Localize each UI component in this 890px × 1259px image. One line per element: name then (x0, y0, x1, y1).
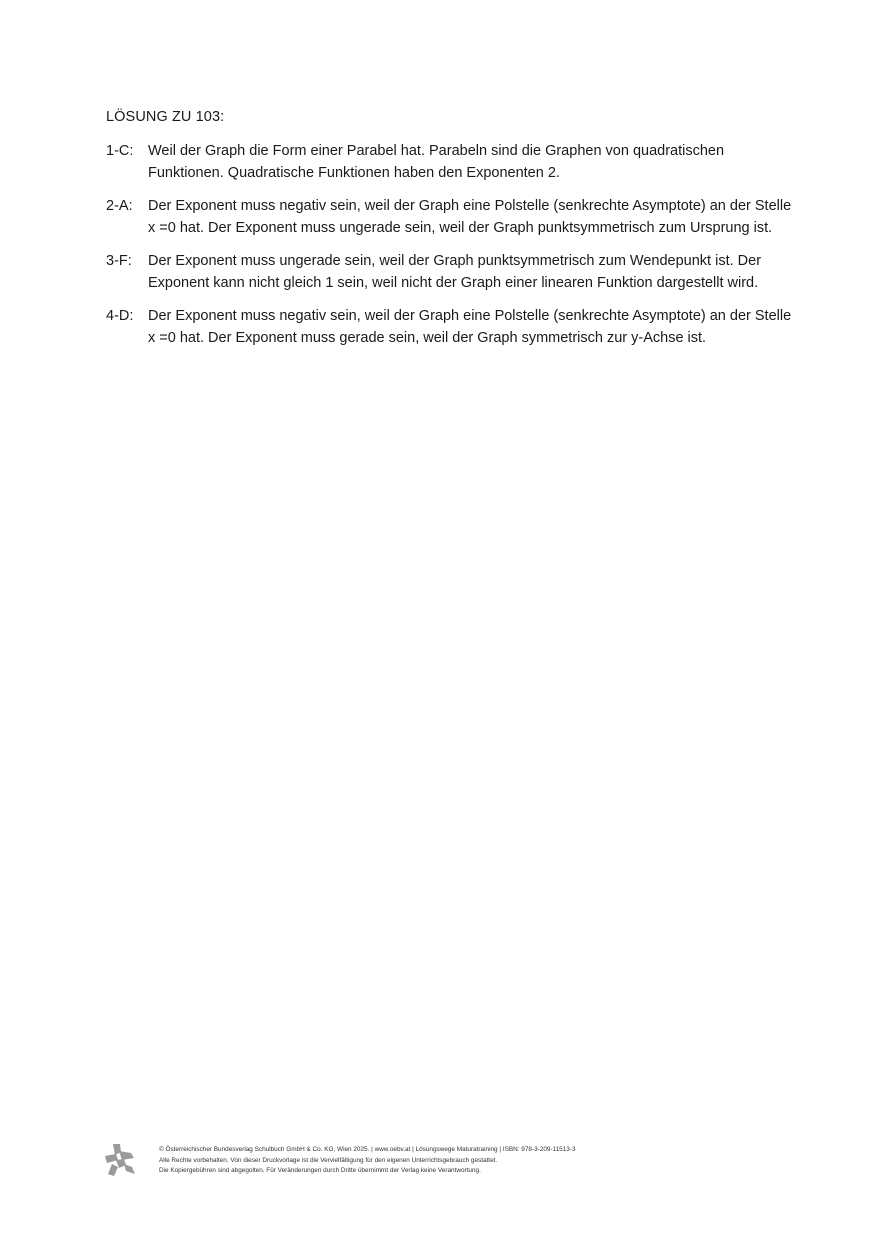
answer-text: Der Exponent muss negativ sein, weil der Graph eine Polstelle (senkrechte Asymptote) an der Stelle x =0 hat. Der Exponent muss ungerade sein, weil der Graph punktsymmetrisch zum Ursprung ist. (148, 198, 792, 236)
rights-line: Alle Rechte vorbehalten. Von dieser Druckvorlage ist die Vervielfältigung für den eigenen Unterrichtsgebrauch gestattet. (159, 1156, 498, 1164)
answer-item (106, 140, 796, 184)
answer-text: Der Exponent muss ungerade sein, weil der Graph punktsymmetrisch zum Wendepunkt ist. Der Exponent kann nicht gleich 1 sein, weil nicht der Graph einer linearen Funktion dargestellt wird. (148, 253, 762, 291)
answer-item (106, 250, 796, 294)
page-footer (104, 1143, 804, 1183)
solution-heading: LÖSUNG ZU 103: (106, 109, 225, 125)
copyright-line: © Österreichischer Bundesverlag Schulbuch GmbH & Co. KG, Wien 2025. | www.oebv.at | Lösungswege Maturatraining | ISBN: 978-3-209-11513-3 (159, 1146, 576, 1153)
answer-key: 4-D: (106, 308, 134, 324)
answer-key: 1-C: (106, 143, 134, 159)
answer-text: Weil der Graph die Form einer Parabel hat. Parabeln sind die Graphen von quadratischen Funktionen. Quadratische Funktionen haben den Exponenten 2. (148, 143, 725, 181)
oebv-logo-icon (104, 1143, 136, 1177)
disclaimer-line: Die Kopiergebühren sind abgegolten. Für Veränderungen durch Dritte übernimmt der Verlag keine Verantwortung. (159, 1167, 481, 1174)
answer-key: 2-A: (106, 198, 133, 214)
copyright-text (159, 1145, 576, 1177)
answer-key: 3-F: (106, 253, 132, 269)
answer-list (106, 140, 796, 360)
answer-text: Der Exponent muss negativ sein, weil der Graph eine Polstelle (senkrechte Asymptote) an der Stelle x =0 hat. Der Exponent muss gerade sein, weil der Graph symmetrisch zur y-Achse ist. (148, 308, 792, 346)
answer-item (106, 195, 796, 239)
answer-item (106, 305, 796, 349)
